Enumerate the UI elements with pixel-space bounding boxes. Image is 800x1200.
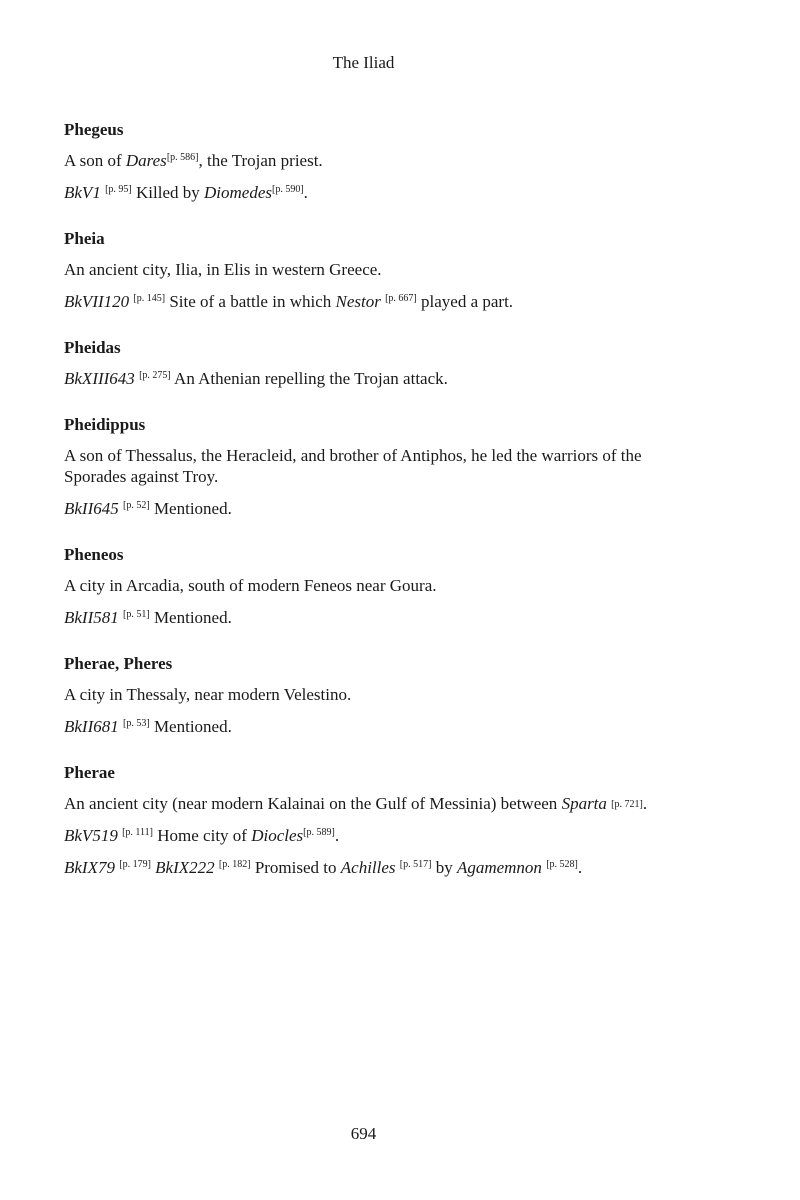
book-reference-link[interactable]: BkII645 — [64, 499, 119, 518]
entry-heading: Pheneos — [64, 545, 124, 564]
page-reference[interactable]: [p. 53] — [123, 718, 150, 729]
page-reference[interactable]: [p. 145] — [133, 293, 166, 304]
entry-citation — [64, 498, 670, 519]
page-reference[interactable]: [p. 275] — [139, 370, 171, 381]
page-number: 694 — [350, 1124, 377, 1143]
text: Mentioned. — [149, 608, 232, 627]
book-reference-link[interactable]: BkIX222 — [155, 858, 215, 877]
entry-description — [64, 445, 670, 487]
page-reference[interactable]: [p. 589] — [303, 827, 335, 838]
text: Killed by — [131, 183, 204, 202]
book-reference-link[interactable]: BkII681 — [64, 717, 119, 736]
page-reference[interactable]: [p. 590] — [271, 184, 304, 195]
page-reference[interactable]: [p. 667] — [385, 293, 417, 304]
cross-reference-link[interactable]: Nestor — [335, 292, 381, 311]
book-reference-link[interactable]: BkVII120 — [64, 292, 130, 311]
entry-pheidas — [64, 337, 670, 389]
cross-reference-link[interactable]: Diomedes — [204, 183, 272, 202]
entry-description — [64, 793, 670, 814]
text: , the Trojan priest. — [198, 151, 323, 170]
page-reference[interactable]: [p. 517] — [399, 859, 432, 870]
page-reference[interactable]: [p. 179] — [119, 859, 151, 870]
text: played a part. — [416, 292, 514, 311]
cross-reference-link[interactable]: Diocles — [251, 826, 304, 845]
entry-description — [64, 684, 670, 705]
entry-description — [64, 150, 670, 171]
entry-citation — [64, 607, 670, 628]
entry-heading: Pheidippus — [64, 415, 146, 434]
page-header-title: The Iliad — [332, 53, 395, 72]
entry-heading: Pheidas — [64, 338, 121, 357]
text: An ancient city, Ilia, in Elis in western Greece. — [64, 260, 382, 279]
book-reference-link[interactable]: BkII581 — [64, 608, 119, 627]
page-reference[interactable]: [p. 182] — [218, 859, 251, 870]
entry-phegeus — [64, 119, 670, 203]
text: . — [303, 183, 308, 202]
text: . — [642, 794, 648, 813]
book-reference-link[interactable]: BkIX79 — [64, 858, 115, 877]
text: Home city of — [153, 826, 252, 845]
cross-reference-link[interactable]: Agamemnon — [456, 858, 542, 877]
entry-citation — [64, 291, 670, 312]
page-reference[interactable]: [p. 52] — [123, 500, 150, 511]
text: by — [431, 858, 457, 877]
entry-pheidippus — [64, 414, 670, 519]
entry-heading: Pherae, Pheres — [64, 654, 173, 673]
page-reference[interactable]: [p. 721] — [611, 799, 643, 810]
text: A son of — [64, 151, 126, 170]
cross-reference-link[interactable]: Achilles — [340, 858, 396, 877]
text: Mentioned. — [149, 499, 232, 518]
cross-reference-link[interactable]: Dares — [125, 151, 167, 170]
text: Site of a battle in which — [165, 292, 336, 311]
text: Promised to — [250, 858, 341, 877]
text: . — [334, 826, 340, 845]
entry-heading: Pherae — [64, 763, 115, 782]
book-reference-link[interactable]: BkV519 — [64, 826, 118, 845]
cross-reference-link[interactable]: Sparta — [561, 794, 607, 813]
entry-citation — [64, 368, 670, 389]
text: Mentioned. — [149, 717, 232, 736]
entry-heading: Phegeus — [64, 120, 124, 139]
entry-citation — [64, 857, 670, 878]
text: A son of Thessalus, the Heracleid, and brother of Antiphos, he led the warriors of the Sporades against Troy. — [64, 446, 642, 486]
glossary-content — [64, 119, 670, 903]
page-reference[interactable]: [p. 586] — [166, 152, 199, 163]
text: An ancient city (near modern Kalainai on the Gulf of Messinia) between — [64, 794, 562, 813]
page-reference[interactable]: [p. 111] — [122, 827, 153, 838]
page-reference[interactable]: [p. 528] — [546, 859, 578, 870]
entry-pherae — [64, 762, 670, 878]
entry-citation — [64, 716, 670, 737]
entry-pherae-pheres — [64, 653, 670, 737]
entry-citation — [64, 182, 670, 203]
entry-pheneos — [64, 544, 670, 628]
text: A city in Arcadia, south of modern Feneos near Goura. — [64, 576, 437, 595]
entry-heading: Pheia — [64, 229, 105, 248]
entry-description — [64, 575, 670, 596]
entry-citation — [64, 825, 670, 846]
text: A city in Thessaly, near modern Velestino. — [64, 685, 352, 704]
page-reference[interactable]: [p. 51] — [123, 609, 150, 620]
page-reference[interactable]: [p. 95] — [105, 184, 132, 195]
text: . — [577, 858, 583, 877]
entry-pheia — [64, 228, 670, 312]
text: An Athenian repelling the Trojan attack. — [170, 369, 448, 388]
book-reference-link[interactable]: BkXIII643 — [64, 369, 135, 388]
book-reference-link[interactable]: BkV1 — [64, 183, 101, 202]
entry-description — [64, 259, 670, 280]
